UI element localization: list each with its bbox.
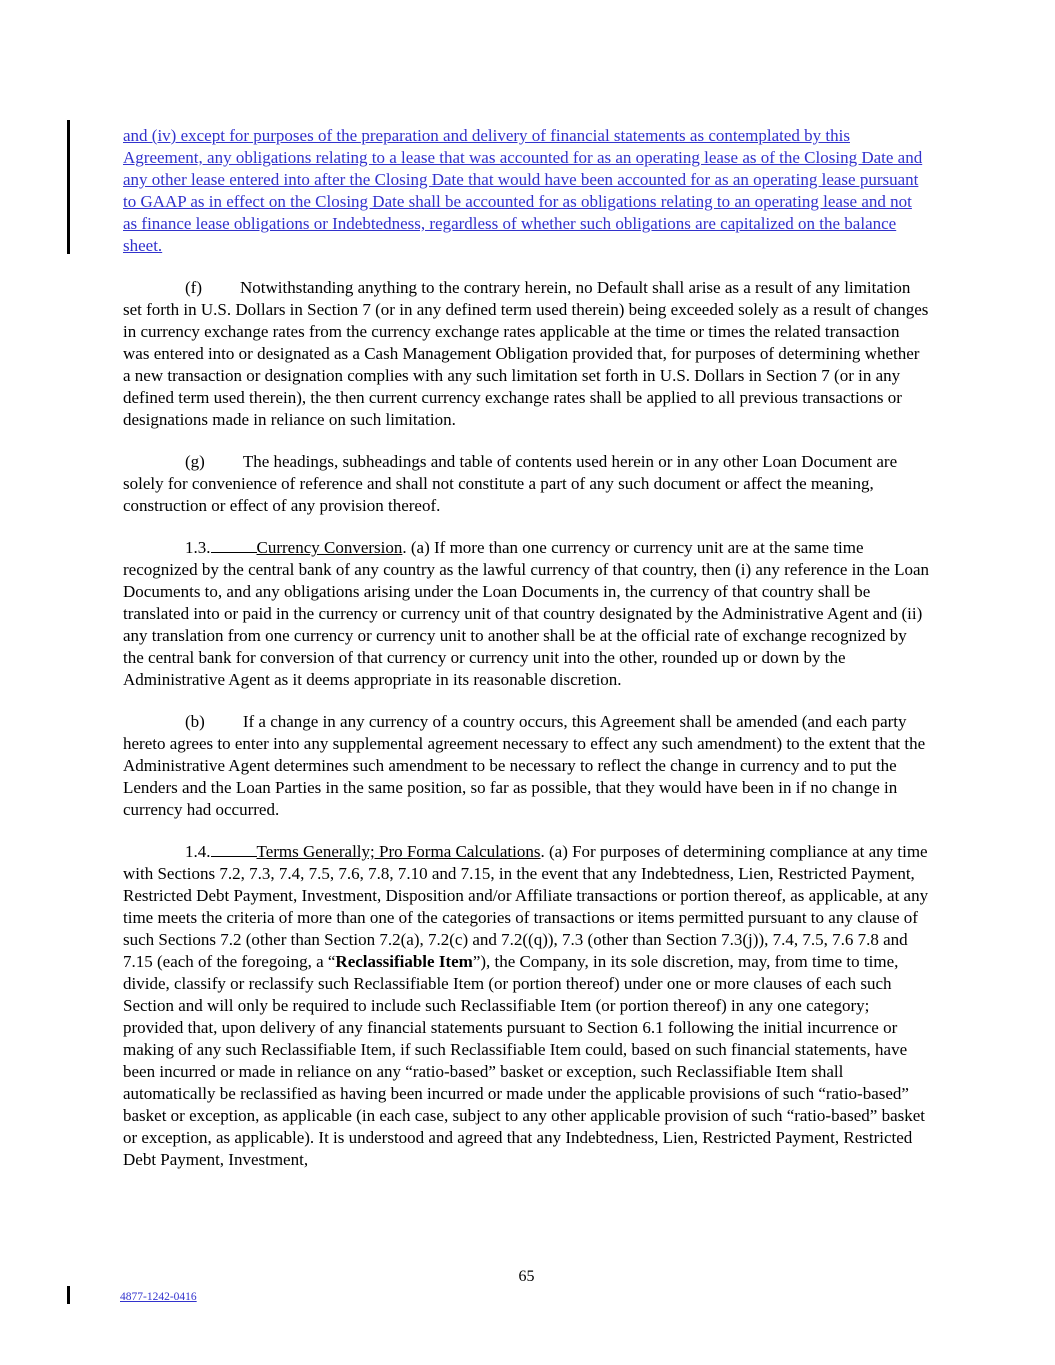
text-segment-utab [211,854,257,857]
text-segment-normal: (b) [185,712,205,731]
document-control-number: 4877-1242-0416 [120,1291,197,1303]
text-segment-bold: Reclassifiable Item [335,952,473,971]
text-segment-normal: If a change in any currency of a country occurs, this Agreement shall be amended (and each party hereto agrees to enter into any supplemental agreement necessary to effect any such amendment) to the extent that the Administrative Agent determines such amendment to be necessary to reflect the change in currency and to put the Lenders and the Loan Parties in the same position, so far as possible, that they would have been in if no change in currency had occurred. [123,712,926,819]
section-1-3-currency-conversion [123,537,930,691]
section-1-4-terms-generally [123,841,930,1171]
text-segment-normal: Notwithstanding anything to the contrary herein, no Default shall arise as a result of any limitation set forth in U.S. Dollars in Section 7 (or in any defined term used therein) being exceeded solely as a result of changes in currency exchange rates from the currency exchange rates applicable at the time or times the related transaction was entered into or designated as a Cash Management Obligation provided that, for purposes of determining whether a new transaction or designation complies with any such limitation set forth in U.S. Dollars in Section 7 (or in any defined term used therein), the then current currency exchange rates shall be applied to all previous transactions or designations made in reliance on such limitation. [123,278,929,429]
inserted-operating-lease-paragraph [123,125,930,257]
text-segment-normal: ”), the Company, in its sole discretion, may, from time to time, divide, classify or reclassify such Reclassifiable Item (or portion thereof) under one or more clauses of each such Section and will only be required to include such Reclassifiable Item (or portion thereof) in any one category; provided that, upon delivery of any financial statements pursuant to Section 6.1 following the initial incurrence or making of any such Reclassifiable Item, if such Reclassifiable Item could, based on such financial statements, have been incurred or made in reliance on any “ratio-based” basket or exception, such Reclassifiable Item shall automatically be reclassified as having been incurred or made under the applicable provisions of such “ratio-based” basket or exception, as applicable (in each case, subject to any other applicable provision of such “ratio-based” basket or exception, as applicable). It is understood and agreed that any Indebtedness, Lien, Restricted Payment, Restricted Debt Payment, Investment, [123,952,925,1169]
text-segment-normal: (g) [185,452,205,471]
paragraph-b [123,711,930,821]
change-bar-footer [67,1286,70,1304]
text-segment-normal: The headings, subheadings and table of contents used herein or in any other Loan Document are solely for convenience of reference and shall not constitute a part of any such document or affect the meaning, construction or effect of any provision thereof. [123,452,898,515]
text-segment-normal: (f) [185,278,202,297]
text-segment-ins: and (iv) except for purposes of the preparation and delivery of financial statements as contemplated by this Agreement, any obligations relating to a lease that was accounted for as an operating lease as of the Closing Date and any other lease entered into after the Closing Date that would have been accounted for as an operating lease pursuant to GAAP as in effect on the Closing Date shall be accounted for as obligations relating to an operating lease and not as finance lease obligations or Indebtedness, regardless of whether such obligations are capitalized on the balance sheet. [123,126,923,255]
text-segment-underline: Currency Conversion [256,538,403,557]
text-segment-normal: 1.4. [185,842,211,861]
text-segment-utab [211,550,257,553]
text-segment-normal: 1.3. [185,538,211,557]
page-number: 65 [518,1268,535,1285]
paragraph-g [123,451,930,517]
document-body [123,125,930,1191]
text-segment-normal: . (a) If more than one currency or currency unit are at the same time recognized by the central bank of any country as the lawful currency of that country, then (i) any reference in the Loan Documents to, and any obligations arising under the Loan Documents in, the currency of that country shall be translated into or paid in the currency or currency unit of that country designated by the Administrative Agent and (ii) any translation from one currency or currency unit to another shall be at the official rate of exchange recognized by the central bank for conversion of that currency or currency unit into the other, rounded up or down by the Administrative Agent as it deems appropriate in its reasonable discretion. [123,538,930,689]
text-segment-underline: Terms Generally; Pro Forma Calculations [256,842,541,861]
change-bar [67,120,70,254]
paragraph-f [123,277,930,431]
text-segment-normal: . (a) For purposes of determining compliance at any time with Sections 7.2, 7.3, 7.4, 7.5, 7.6, 7.8, 7.10 and 7.15, in the event that any Indebtedness, Lien, Restricted Payment, Restricted Debt Payment, Investment, Disposition and/or Affiliate transactions or portion thereof, as applicable, at any time meets the criteria of more than one of the categories of transactions or items permitted pursuant to any clause of such Sections 7.2 (other than Section 7.2(a), 7.2(c) and 7.2((q)), 7.3 (other than Section 7.3(j)), 7.4, 7.5, 7.6 7.8 and 7.15 (each of the foregoing, a “ [123,842,929,971]
